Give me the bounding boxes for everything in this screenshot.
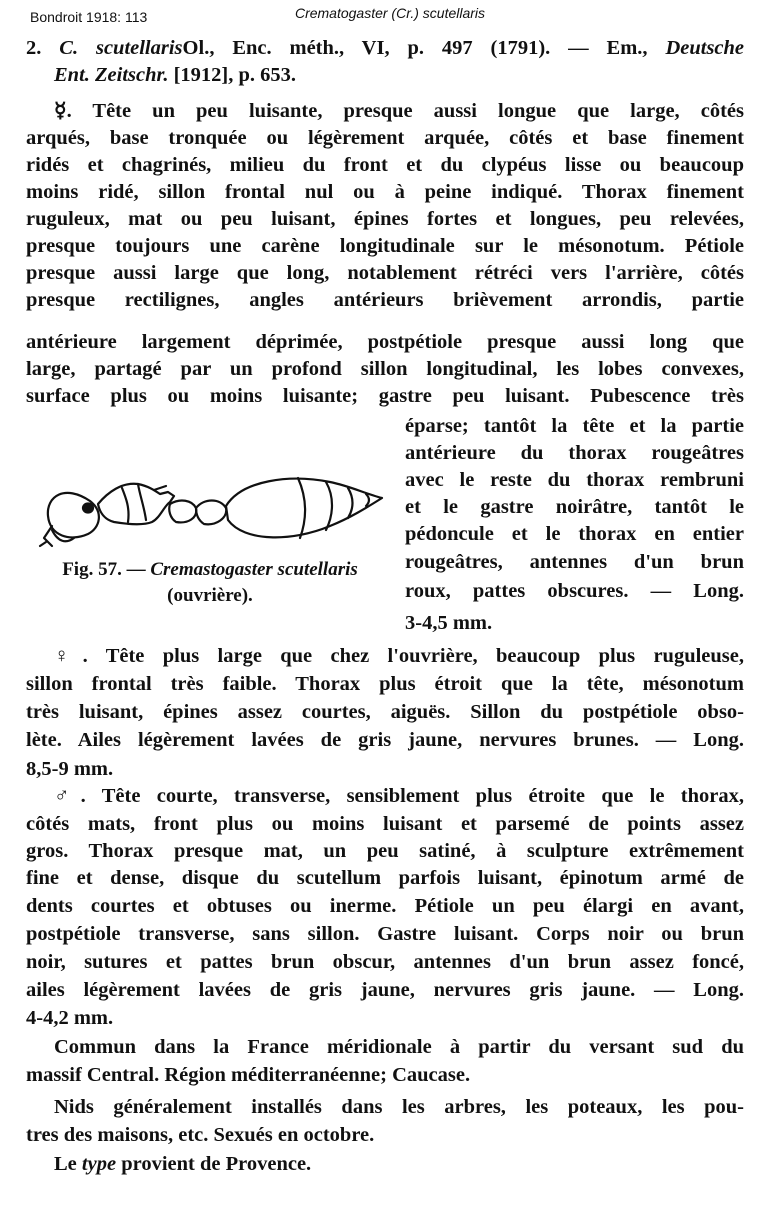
type-word: type bbox=[81, 1153, 117, 1175]
worker-line-5: presque toujours une carène longitudinale sur le mésonotum. Pétiole bbox=[26, 235, 744, 257]
entry-species: scutellaris bbox=[95, 37, 183, 59]
header-title: Crematogaster (Cr.) scutellaris bbox=[294, 5, 486, 21]
male-symbol: ♂. bbox=[54, 785, 86, 807]
header-source: Bondroit 1918: 113 bbox=[30, 9, 148, 25]
queen-line-4: 8,5-9 mm. bbox=[26, 758, 114, 780]
male-line-1: côtés mats, front plus ou moins luisant et parsemé de points assez bbox=[26, 813, 744, 835]
worker-right-line-5: rougeâtres, antennes d'un brun bbox=[405, 551, 744, 573]
queen-line-2: très luisant, épines assez courtes, aiguës. Sillon du postpétiole obso- bbox=[26, 701, 744, 723]
worker-line-4: ruguleux, mat ou peu luisant, épines fortes et longues, peu relevées, bbox=[26, 208, 744, 230]
worker-right-line-4: pédoncule et le thorax en entier bbox=[405, 523, 744, 545]
worker-line-7: presque rectilignes, angles antérieurs brièvement arrondis, partie bbox=[26, 289, 744, 311]
entry-journal-2: Ent. Zeitschr. bbox=[54, 64, 169, 86]
queen-line-1: sillon frontal très faible. Thorax plus étroit que la tête, mésonotum bbox=[26, 673, 744, 695]
entry-citation-line-1 bbox=[26, 35, 744, 62]
worker-symbol: ☿. bbox=[54, 100, 72, 122]
nests-line-1: tres des maisons, etc. Sexués en octobre. bbox=[26, 1124, 375, 1146]
male-line-3: fine et dense, disque du scutellum parfois luisant, épinotum armé de bbox=[26, 867, 744, 889]
male-line-0: ♂. Tête courte, transverse, sensiblement plus étroite que le thorax, bbox=[54, 785, 744, 807]
worker-line-0: ☿. Tête un peu luisante, presque aussi longue que large, côtés bbox=[54, 100, 744, 122]
type-locality: Le type provient de Provence. bbox=[54, 1153, 312, 1175]
worker-line-8: antérieure largement déprimée, postpétiole presque aussi long que bbox=[26, 331, 744, 353]
nests-line-0: Nids généralement installés dans les arbres, les poteaux, les pou- bbox=[54, 1096, 744, 1118]
entry-citation-end: [1912], p. 653. bbox=[173, 64, 297, 86]
figure-caste: (ouvrière). bbox=[167, 585, 253, 606]
entry-citation: Ol., Enc. méth., VI, p. 497 (1791). — Em., bbox=[182, 37, 648, 59]
queen-line-0: ♀. Tête plus large que chez l'ouvrière, beaucoup plus ruguleuse, bbox=[54, 645, 744, 667]
worker-right-line-0: éparse; tantôt la tête et la partie bbox=[405, 415, 744, 437]
worker-line-6: presque aussi large que long, notablement rétréci vers l'arrière, côtés bbox=[26, 262, 744, 284]
worker-right-line-2: avec le reste du thorax rembruni bbox=[405, 469, 744, 491]
worker-line-3: moins ridé, sillon frontal nul ou à peine indiqué. Thorax finement bbox=[26, 181, 744, 203]
male-line-8: 4-4,2 mm. bbox=[26, 1007, 114, 1029]
male-line-5: postpétiole transverse, sans sillon. Gastre luisant. Corps noir ou brun bbox=[26, 923, 744, 945]
ant-worker-figure bbox=[30, 446, 390, 561]
worker-line-9: large, partagé par un profond sillon longitudinal, les lobes convexes, bbox=[26, 358, 744, 380]
worker-line-1: arqués, base tronquée ou légèrement arquée, côtés et base finement bbox=[26, 127, 744, 149]
worker-right-line-6: roux, pattes obscures. — Long. bbox=[405, 580, 744, 602]
figure-label: Fig. 57. — bbox=[62, 559, 146, 580]
entry-journal-1: Deutsche bbox=[665, 37, 745, 59]
worker-right-line-1: antérieure du thorax rougeâtres bbox=[405, 442, 744, 464]
figure-species: Cremastogaster scutellaris bbox=[150, 559, 358, 580]
male-line-4: dents courtes et obtuses ou inerme. Pétiole un peu élargi en avant, bbox=[26, 895, 744, 917]
entry-genus: C. bbox=[59, 37, 79, 59]
worker-line-2: ridés et chagrinés, milieu du front et du clypéus lisse ou beaucoup bbox=[26, 154, 744, 176]
worker-right-line-3: et le gastre noirâtre, tantôt le bbox=[405, 496, 744, 518]
worker-right-line-7: 3-4,5 mm. bbox=[405, 612, 493, 634]
distribution-line-1: massif Central. Région méditerranéenne; Caucase. bbox=[26, 1064, 471, 1086]
male-line-7: ailes légèrement lavées de gris jaune, nervures gris jaune. — Long. bbox=[26, 979, 744, 1001]
figure-caption bbox=[30, 557, 390, 584]
male-line-2: gros. Thorax presque mat, un peu satiné, à sculpture extrêmement bbox=[26, 840, 744, 862]
male-line-6: noir, sutures et pattes brun obscur, antennes d'un brun assez foncé, bbox=[26, 951, 744, 973]
distribution-line-0: Commun dans la France méridionale à partir du versant sud du bbox=[54, 1036, 744, 1058]
queen-symbol: ♀. bbox=[54, 645, 88, 667]
entry-number: 2. bbox=[26, 37, 42, 59]
entry-citation-line-2 bbox=[54, 62, 744, 89]
worker-line-10: surface plus ou moins luisante; gastre peu luisant. Pubescence très bbox=[26, 385, 744, 407]
queen-line-3: lète. Ailes légèrement lavées de gris jaune, nervures brunes. — Long. bbox=[26, 729, 744, 751]
